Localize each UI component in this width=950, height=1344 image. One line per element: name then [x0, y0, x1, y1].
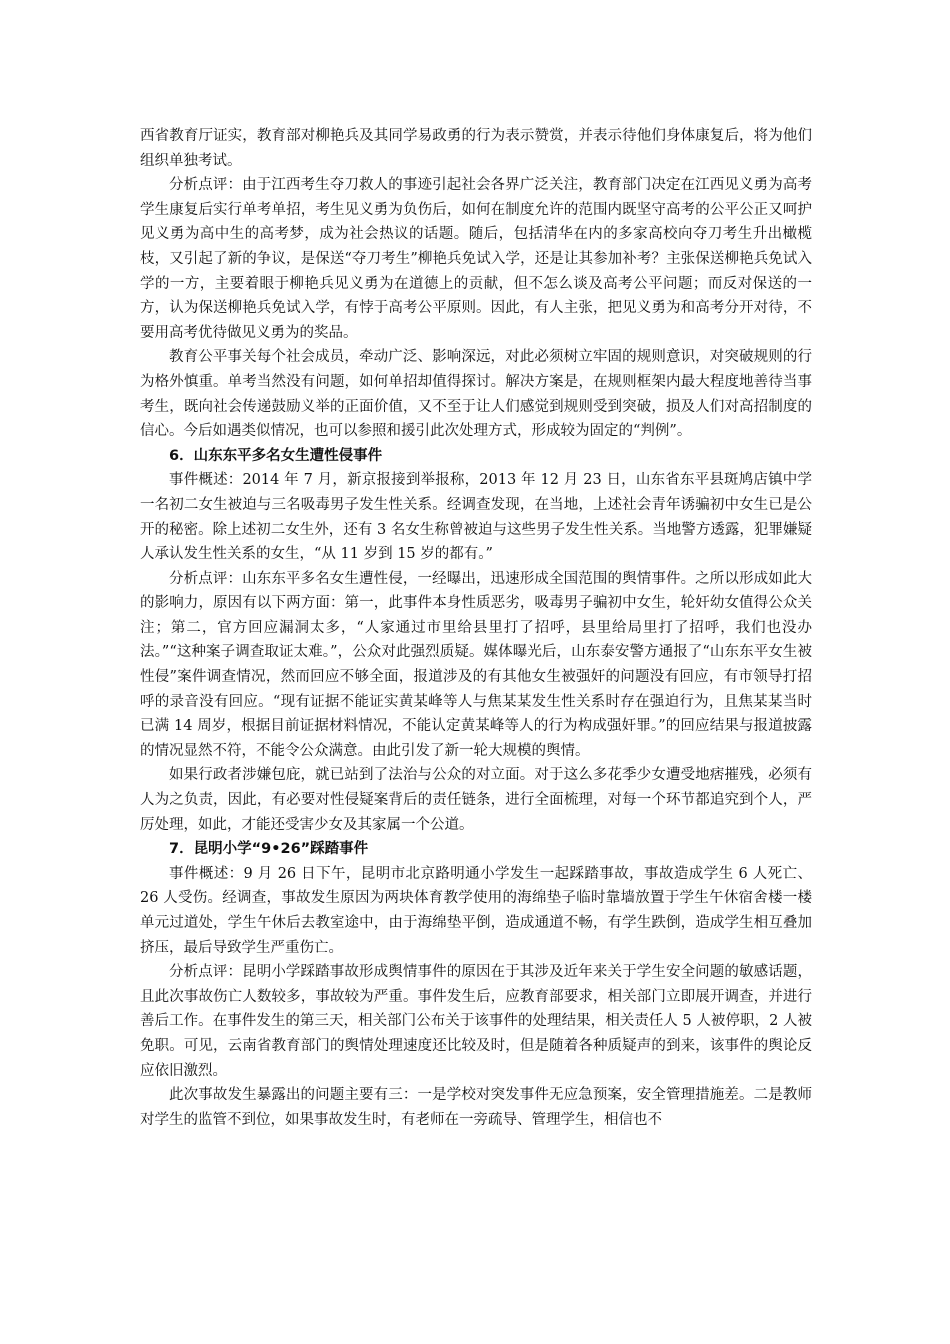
section-heading-7: 7．昆明小学“9•26”踩踏事件: [169, 841, 369, 858]
paragraph-education-fairness: 教育公平事关每个社会成员，牵动广泛、影响深远，对此必须树立牢固的规则意识，对突破规则的行为格外慎重。单考当然没有问题，如何单招却值得探讨。解决方案是，在规则框架内最大程度地善待当事考生，既向社会传递鼓励义举的正面价值，又不至于让人们感觉到规则受到突破，损及人们对高招制度的信心。今后如遇类似情况，也可以参照和援引此次处理方式，形成较为固定的“判例”。: [140, 349, 812, 440]
document-body: [140, 124, 812, 1132]
section6-overview: 事件概述：2014 年 7 月，新京报接到举报称，2013 年 12 月 23 日，山东省东平县斑鸠店镇中学一名初二女生被迫与三名吸毒男子发生性关系。经调查发现，在当地，上述社会青年诱骗初中女生已是公开的秘密。除上述初二女生外，还有 3 名女生称曾被迫与这些男子发生性关系。当地警方透露，犯罪嫌疑人承认发生性关系的女生，“从 11 岁到 15 岁的都有。”: [140, 472, 812, 563]
section-heading-6: 6．山东东平多名女生遭性侵事件: [169, 447, 383, 464]
section7-analysis: 分析点评：昆明小学踩踏事故形成舆情事件的原因在于其涉及近年来关于学生安全问题的敏感话题，且此次事故伤亡人数较多，事故较为严重。事件发生后，应教育部要求，相关部门立即展开调查，并进行善后工作。在事件发生的第三天，相关部门公布关于该事件的处理结果，相关责任人 5 人被停职，2 人被免职。可见，云南省教育部门的舆情处理速度还比较及时，但是随着各种质疑声的到来，该事件的舆论反应依旧激烈。: [140, 964, 812, 1079]
section6-comment: 如果行政者涉嫌包庇，就已站到了法治与公众的对立面。对于这么多花季少女遭受地痞摧残，必须有人为之负责，因此，有必要对性侵疑案背后的责任链条，进行全面梳理，对每一个环节都追究到个人，严厉处理，如此，才能还受害少女及其家属一个公道。: [140, 767, 812, 833]
paragraph-continuation: 西省教育厅证实，教育部对柳艳兵及其同学易政勇的行为表示赞赏，并表示待他们身体康复后，将为他们组织单独考试。: [140, 128, 812, 169]
section7-problems: 此次事故发生暴露出的问题主要有三：一是学校对突发事件无应急预案，安全管理措施差。二是教师对学生的监管不到位，如果事故发生时，有老师在一旁疏导、管理学生，相信也不: [140, 1087, 812, 1128]
paragraph-analysis-jiangxi: 分析点评：由于江西考生夺刀救人的事迹引起社会各界广泛关注，教育部门决定在江西见义勇为高考学生康复后实行单考单招，考生见义勇为负伤后，如何在制度允许的范围内既坚守高考的公平公正又呵护见义勇为高中生的高考梦，成为社会热议的话题。随后，包括清华在内的多家高校向夺刀考生升出橄榄枝，又引起了新的争议，是保送“夺刀考生”柳艳兵免试入学，还是让其参加补考？主张保送柳艳兵免试入学的一方，主要着眼于柳艳兵见义勇为在道德上的贡献，但不怎么谈及高考公平问题；而反对保送的一方，认为保送柳艳兵免试入学，有悖于高考公平原则。因此，有人主张，把见义勇为和高考分开对待，不要用高考优待做见义勇为的奖品。: [140, 177, 812, 341]
section7-overview: 事件概述：9 月 26 日下午，昆明市北京路明通小学发生一起踩踏事故，事故造成学生 6 人死亡、26 人受伤。经调查，事故发生原因为两块体育教学使用的海绵垫子临时靠墙放置于学生午休宿舍楼一楼单元过道处，学生午休后去教室途中，由于海绵垫平倒，造成通道不畅，有学生跌倒，造成学生相互叠加挤压，最后导致学生严重伤亡。: [140, 865, 812, 956]
section6-analysis: 分析点评：山东东平多名女生遭性侵，一经曝出，迅速形成全国范围的舆情事件。之所以形成如此大的影响力，原因有以下两方面：第一，此事件本身性质恶劣，吸毒男子骗初中女生，轮奸幼女值得公众关注；第二，官方回应漏洞太多，“人家通过市里给县里打了招呼，县里给局里打了招呼，我们也没办法。”“这种案子调查取证太难。”，公众对此强烈质疑。媒体曝光后，山东泰安警方通报了“山东东平女生被性侵”案件调查情况，然而回应不够全面，报道涉及的有其他女生被强奸的问题没有回应，有市领导打招呼的录音没有回应。“现有证据不能证实黄某峰等人与焦某某发生性关系时存在强迫行为，且焦某某当时已满 14 周岁，根据目前证据材料情况，不能认定黄某峰等人的行为构成强奸罪。”的回应结果与报道披露的情况显然不符，不能令公众满意。由此引发了新一轮大规模的舆情。: [140, 570, 812, 759]
